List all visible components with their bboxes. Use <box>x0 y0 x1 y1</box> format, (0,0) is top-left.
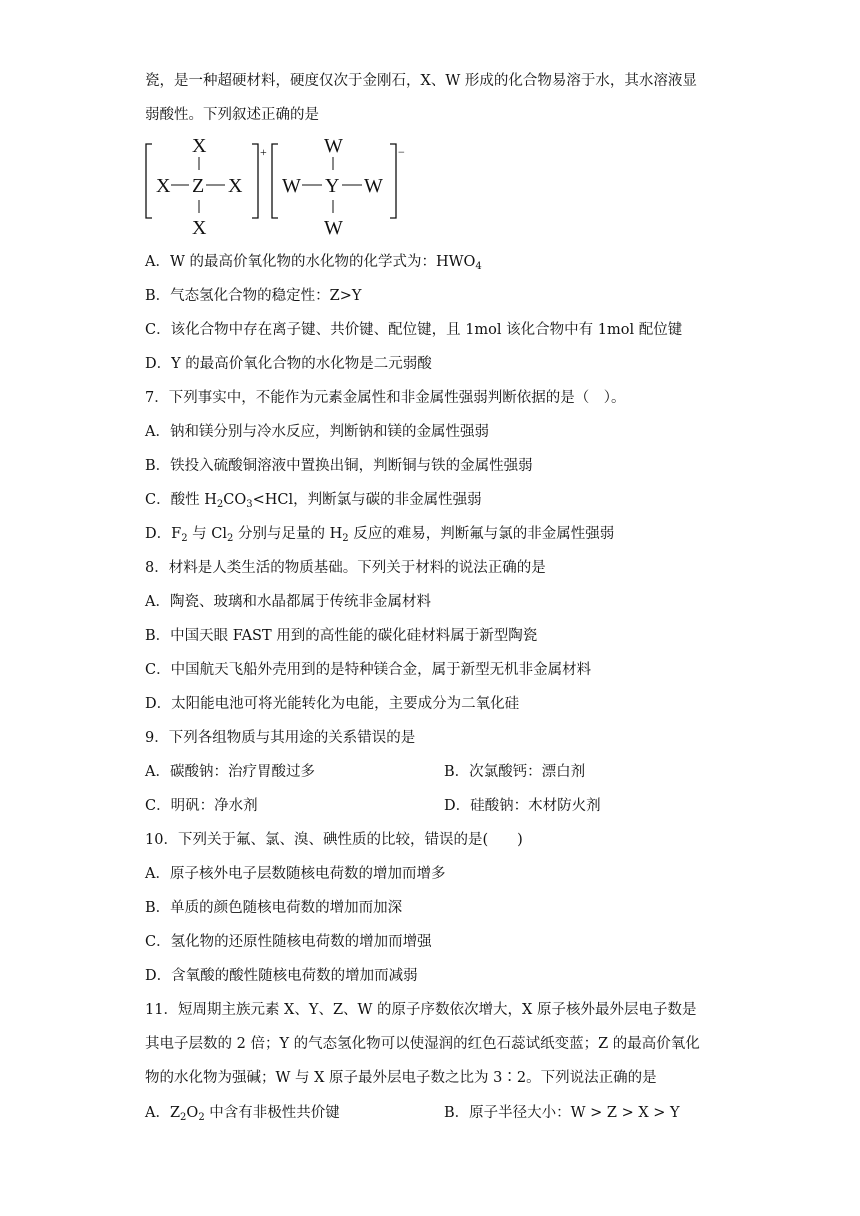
cation-bracket-right <box>252 144 258 218</box>
q8-option-c: C．中国航天飞船外壳用到的是特种镁合金，属于新型无机非金属材料 <box>145 662 592 678</box>
intro-line-1: 瓷，是一种超硬材料，硬度仅次于金刚石，X、W 形成的化合物易溶于水，其水溶液显 <box>145 73 697 89</box>
intro-line-2: 弱酸性。下列叙述正确的是 <box>145 107 319 123</box>
q7-option-d: D．$F_2$ 与 $Cl_2$ 分别与足量的 $H_2$ 反应的难易，判断氟与氯的非金属性强弱 <box>145 526 615 544</box>
anion-right-atom: W <box>364 175 383 197</box>
q11-stem-line-2: 其电子层数的 2 倍；Y 的气态氢化物可以使湿润的红色石蕊试纸变蓝；Z 的最高价氧化 <box>145 1036 700 1052</box>
cation-bottom-atom: X <box>192 217 207 239</box>
q11-stem-line-1: 11．短周期主族元素 X、Y、Z、W 的原子序数依次增大，X 原子核外最外层电子数是 <box>145 1002 697 1018</box>
anion-center-atom: Y <box>325 175 340 197</box>
q8-option-d: D．太阳能电池可将光能转化为电能，主要成分为二氧化硅 <box>145 696 520 712</box>
q11-option-b: B．原子半径大小：W > Z > X > Y <box>444 1105 680 1121</box>
anion-top-atom: W <box>324 135 343 157</box>
q7-option-a: A．钠和镁分别与冷水反应，判断钠和镁的金属性强弱 <box>145 424 489 440</box>
q6-option-b: B．气态氢化合物的稳定性：Z>Y <box>145 288 362 304</box>
cation-top-atom: X <box>192 135 207 157</box>
anion-left-atom: W <box>282 175 301 197</box>
q8-option-a: A．陶瓷、玻璃和水晶都属于传统非金属材料 <box>145 594 431 610</box>
q9-option-c: C．明矾：净水剂 <box>145 798 258 814</box>
q8-option-b: B．中国天眼 FAST 用到的高性能的碳化硅材料属于新型陶瓷 <box>145 628 538 644</box>
q11-option-a: A．$Z_2O_2$ 中含有非极性共价键 <box>145 1105 340 1123</box>
q9-stem: 9．下列各组物质与其用途的关系错误的是 <box>145 730 416 746</box>
q10-stem: 10．下列关于氟、氯、溴、碘性质的比较，错误的是( ) <box>145 832 523 848</box>
q11-stem-line-3: 物的水化物为强碱；W 与 X 原子最外层电子数之比为 3∶2。下列说法正确的是 <box>145 1070 657 1086</box>
q10-option-c: C．氢化物的还原性随核电荷数的增加而增强 <box>145 934 432 950</box>
q9-option-a: A．碳酸钠：治疗胃酸过多 <box>145 764 315 780</box>
q10-option-b: B．单质的颜色随核电荷数的增加而加深 <box>145 900 403 916</box>
anion-bracket-right <box>390 144 396 218</box>
anion-bracket-left <box>272 144 278 218</box>
q7-option-c: C．酸性 $H_2CO_3<HCl$，判断氯与碳的非金属性强弱 <box>145 492 482 510</box>
q10-option-a: A．原子核外电子层数随核电荷数的增加而增多 <box>145 866 446 882</box>
cation-right-atom: X <box>228 175 243 197</box>
ionic-structure-diagram <box>140 134 410 244</box>
cation-bracket-left <box>146 144 152 218</box>
anion-charge: − <box>398 145 405 159</box>
anion-bottom-atom: W <box>324 217 343 239</box>
q10-option-d: D．含氧酸的酸性随核电荷数的增加而减弱 <box>145 968 418 984</box>
q6-option-a: A．W 的最高价氧化物的水化物的化学式为：$HWO_4$ <box>145 254 482 272</box>
q8-stem: 8．材料是人类生活的物质基础。下列关于材料的说法正确的是 <box>145 560 546 576</box>
q9-option-b: B．次氯酸钙：漂白剂 <box>444 764 586 780</box>
q7-stem: 7．下列事实中，不能作为元素金属性和非金属性强弱判断依据的是（ ）。 <box>145 390 626 406</box>
cation-charge: + <box>260 145 267 159</box>
cation-center-atom: Z <box>192 175 205 197</box>
q9-option-d: D．硅酸钠：木材防火剂 <box>444 798 601 814</box>
q6-option-d: D．Y 的最高价氧化合物的水化物是二元弱酸 <box>145 356 432 372</box>
cation-left-atom: X <box>156 175 171 197</box>
q7-option-b: B．铁投入硫酸铜溶液中置换出铜，判断铜与铁的金属性强弱 <box>145 458 533 474</box>
q6-option-c: C．该化合物中存在离子键、共价键、配位键，且 1mol 该化合物中有 1mol 配位键 <box>145 322 683 338</box>
